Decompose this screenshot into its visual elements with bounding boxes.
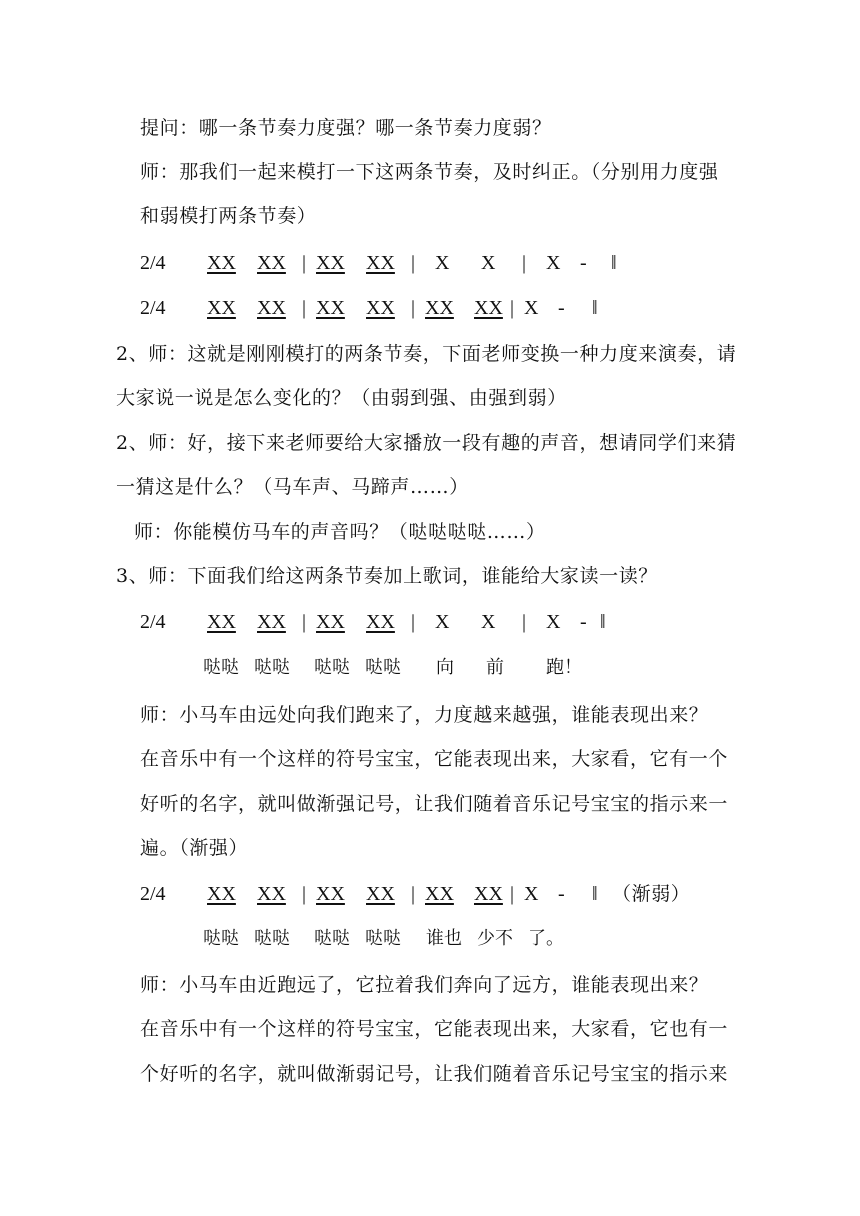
rhythm-note: XX bbox=[316, 611, 345, 633]
lyric-word: 哒哒 bbox=[314, 928, 350, 949]
bar-line: | bbox=[411, 252, 416, 274]
bar-line: | bbox=[510, 297, 515, 319]
lyric-word: 了。 bbox=[528, 928, 564, 949]
rhythm-note: X bbox=[435, 611, 450, 633]
rhythm-note: XX bbox=[366, 883, 395, 905]
time-signature: 2/4 bbox=[140, 252, 166, 274]
rhythm-note: X bbox=[524, 297, 539, 319]
step-2-line-b: 大家说一说是怎么变化的？（由弱到强、由强到弱） bbox=[116, 387, 567, 409]
lyric-word: 哒哒 bbox=[254, 657, 290, 678]
rhythm-note: X bbox=[481, 252, 496, 274]
lyric-word: 哒哒 bbox=[203, 657, 239, 678]
paragraph-1a: 在音乐中有一个这样的符号宝宝，它能表现出来，大家看，它有一个 bbox=[140, 748, 729, 770]
rhythm-note: XX bbox=[207, 297, 236, 319]
teacher-line-2: 师：你能模仿马车的声音吗？（哒哒哒哒……） bbox=[134, 521, 546, 543]
question-line: 提问：哪一条节奏力度强？哪一条节奏力度弱？ bbox=[140, 117, 552, 139]
rhythm-note: X bbox=[435, 252, 450, 274]
step-2-line-a: 2、师：这就是刚刚模打的两条节奏，下面老师变换一种力度来演奏，请 bbox=[116, 343, 737, 365]
lyric-word: 哒哒 bbox=[365, 657, 401, 678]
end-bar: ‖ bbox=[600, 611, 606, 633]
lyric-word: 向 bbox=[436, 657, 454, 678]
lyric-word: 哒哒 bbox=[203, 928, 239, 949]
rhythm-note: XX bbox=[207, 252, 236, 274]
dynamics-label: （渐弱） bbox=[612, 883, 691, 905]
lyric-word: 哒哒 bbox=[254, 928, 290, 949]
rest-dash: - bbox=[580, 252, 587, 274]
rhythm-note: XX bbox=[366, 297, 395, 319]
teacher-line-4: 师：小马车由近跑远了，它拉着我们奔向了远方，谁能表现出来？ bbox=[140, 974, 709, 996]
rhythm-note: XX bbox=[425, 883, 454, 905]
rhythm-note: XX bbox=[257, 883, 286, 905]
bar-line: | bbox=[510, 883, 515, 905]
rhythm-note: X bbox=[481, 611, 496, 633]
lyric-word: 少不 bbox=[477, 928, 513, 949]
paragraph-1c: 遍。（渐强） bbox=[140, 837, 249, 859]
rhythm-note: XX bbox=[207, 611, 236, 633]
lyric-word: 前 bbox=[486, 657, 504, 678]
rhythm-note: XX bbox=[366, 611, 395, 633]
lyric-word: 谁也 bbox=[426, 928, 462, 949]
paragraph-1b: 好听的名字，就叫做渐强记号，让我们随着音乐记号宝宝的指示来一 bbox=[140, 793, 729, 815]
bar-line: | bbox=[302, 611, 307, 633]
rest-dash: - bbox=[558, 883, 565, 905]
time-signature: 2/4 bbox=[140, 883, 166, 905]
rhythm-note: XX bbox=[425, 297, 454, 319]
bar-line: | bbox=[302, 883, 307, 905]
bar-line: | bbox=[302, 252, 307, 274]
end-bar: ‖ bbox=[611, 252, 617, 274]
rest-dash: - bbox=[580, 611, 587, 633]
rhythm-note: XX bbox=[316, 883, 345, 905]
rhythm-note: XX bbox=[474, 297, 503, 319]
bar-line: | bbox=[522, 611, 527, 633]
teacher-line-1a: 师：那我们一起来模打一下这两条节奏，及时纠正。（分别用力度强 bbox=[140, 161, 719, 183]
rhythm-note: XX bbox=[257, 252, 286, 274]
end-bar: ‖ bbox=[592, 297, 598, 319]
teacher-line-3: 师：小马车由远处向我们跑来了，力度越来越强，谁能表现出来？ bbox=[140, 704, 709, 726]
rhythm-note: X bbox=[546, 252, 561, 274]
bar-line: | bbox=[411, 883, 416, 905]
bar-line: | bbox=[522, 252, 527, 274]
step-2b-line-a: 2、师：好，接下来老师要给大家播放一段有趣的声音，想请同学们来猜 bbox=[116, 432, 737, 454]
rhythm-note: XX bbox=[316, 297, 345, 319]
teacher-line-1b: 和弱模打两条节奏） bbox=[140, 205, 317, 227]
bar-line: | bbox=[411, 611, 416, 633]
lyric-word: 哒哒 bbox=[365, 928, 401, 949]
rhythm-note: XX bbox=[366, 252, 395, 274]
step-3-line: 3、师：下面我们给这两条节奏加上歌词，谁能给大家读一读？ bbox=[116, 565, 658, 587]
rhythm-note: X bbox=[546, 611, 561, 633]
time-signature: 2/4 bbox=[140, 611, 166, 633]
rhythm-note: XX bbox=[257, 297, 286, 319]
rhythm-note: X bbox=[524, 883, 539, 905]
paragraph-2a: 在音乐中有一个这样的符号宝宝，它能表现出来，大家看，它也有一 bbox=[140, 1018, 729, 1040]
rhythm-note: XX bbox=[316, 252, 345, 274]
step-2b-line-b: 一猜这是什么？（马车声、马蹄声……） bbox=[116, 476, 469, 498]
rhythm-note: XX bbox=[474, 883, 503, 905]
rhythm-note: XX bbox=[257, 611, 286, 633]
lyric-word: 哒哒 bbox=[314, 657, 350, 678]
time-signature: 2/4 bbox=[140, 297, 166, 319]
rhythm-note: XX bbox=[207, 883, 236, 905]
lyric-word: 跑！ bbox=[546, 657, 582, 678]
end-bar: ‖ bbox=[592, 883, 598, 905]
paragraph-2b: 个好听的名字，就叫做渐弱记号，让我们随着音乐记号宝宝的指示来 bbox=[140, 1063, 729, 1085]
bar-line: | bbox=[302, 297, 307, 319]
bar-line: | bbox=[411, 297, 416, 319]
rest-dash: - bbox=[558, 297, 565, 319]
